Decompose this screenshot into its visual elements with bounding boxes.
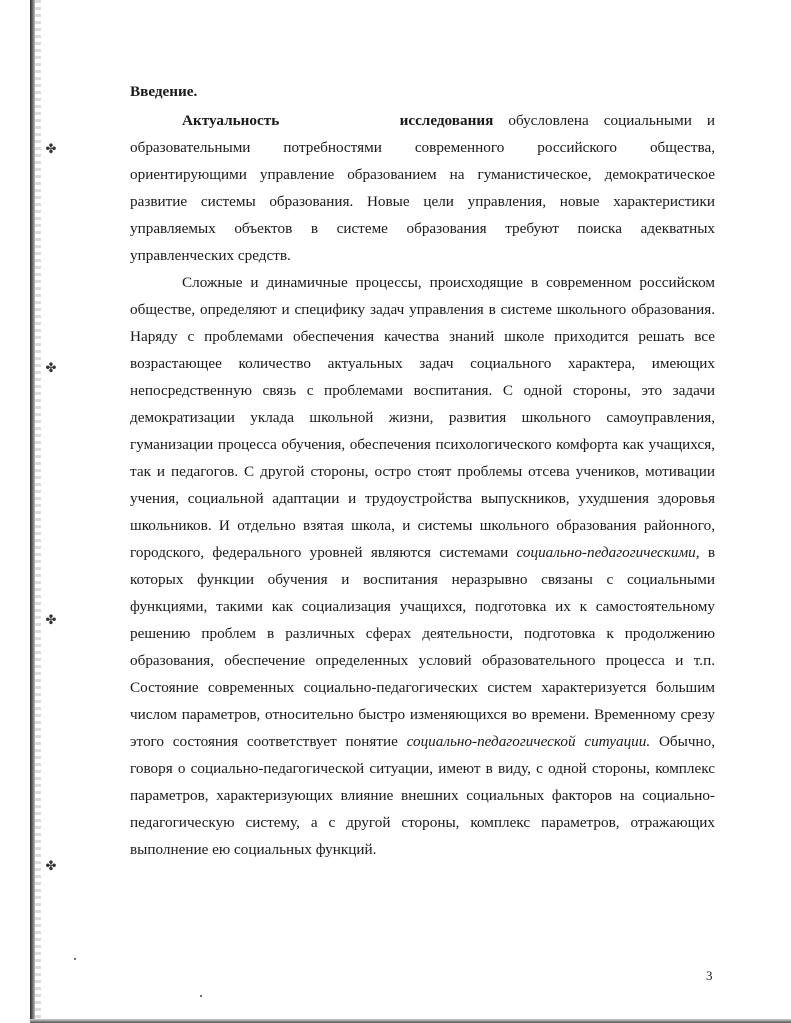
processes-italic-1: социально-педагогическими, bbox=[516, 544, 700, 561]
relevance-text: обусловлена социальными и образовательными потребностями современного российского общества, ориентирующими управление образованием на гуманистическое, демократическое развитие системы образования. Новые цели управления, новые характеристики управляемых объектов в системе образования требуют поиска адекватных управленческих средств. bbox=[130, 112, 716, 264]
scan-border-bottom bbox=[30, 1019, 791, 1023]
paragraph-processes bbox=[130, 269, 715, 863]
section-heading: Введение. bbox=[130, 83, 198, 100]
relevance-bold-1: Актуальность bbox=[182, 112, 280, 129]
binding-hole-mark: ✤ bbox=[45, 858, 57, 873]
processes-text-2: в которых функции обучения и воспитания неразрывно связаны с социальными функциями, такими как социализация учащихся, подготовка их к самостоятельному решению проблем в различных сферах деятельности, подготовка к продолжению образования, обеспечение определенных условий образовательного процесса и т.п. Состояние современных социально-педагогических систем характеризуется большим числом параметров, относительно быстро изменяющихся во времени. Временному срезу этого состояния соответствует понятие bbox=[130, 544, 716, 750]
binding-hole-mark: ✤ bbox=[45, 141, 57, 156]
scan-speck bbox=[200, 995, 202, 997]
processes-text-3: Обычно, говоря о социально-педагогической ситуации, имеют в виду, с одной стороны, комплекс параметров, характеризующих влияние внешних социальных факторов на социально-педагогическую систему, а с другой стороны, комплекс параметров, отражающих выполнение ею социальных функций. bbox=[130, 733, 715, 858]
scan-speck bbox=[74, 958, 76, 960]
binding-hole-mark: ✤ bbox=[45, 360, 57, 375]
scan-border-shadow bbox=[35, 0, 41, 1023]
document-page bbox=[130, 78, 715, 863]
page-number: 3 bbox=[706, 968, 713, 983]
processes-italic-2: социально-педагогической ситуации. bbox=[406, 733, 651, 750]
binding-hole-mark: ✤ bbox=[45, 612, 57, 627]
relevance-bold-2: исследования bbox=[399, 112, 494, 129]
processes-text-1: Сложные и динамичные процессы, происходящие в современном российском обществе, определяют и специфику задач управления в системе школьного образования. Наряду с проблемами обеспечения качества знаний школе приходится решать все возрастающее количество актуальных задач социального характера, имеющих непосредственную связь с проблемами воспитания. С одной стороны, это задачи демократизации уклада школьной жизни, развития школьного самоуправления, гуманизации процесса обучения, обеспечения психологического комфорта как учащихся, так и педагогов. С другой стороны, остро стоят проблемы отсева учеников, мотивации учения, социальной адаптации и трудоустройства выпускников, ухудшения здоровья школьников. И отдельно взятая школа, и системы школьного образования районного, городского, федерального уровней являются системами bbox=[130, 274, 715, 561]
paragraph-relevance bbox=[130, 107, 715, 269]
